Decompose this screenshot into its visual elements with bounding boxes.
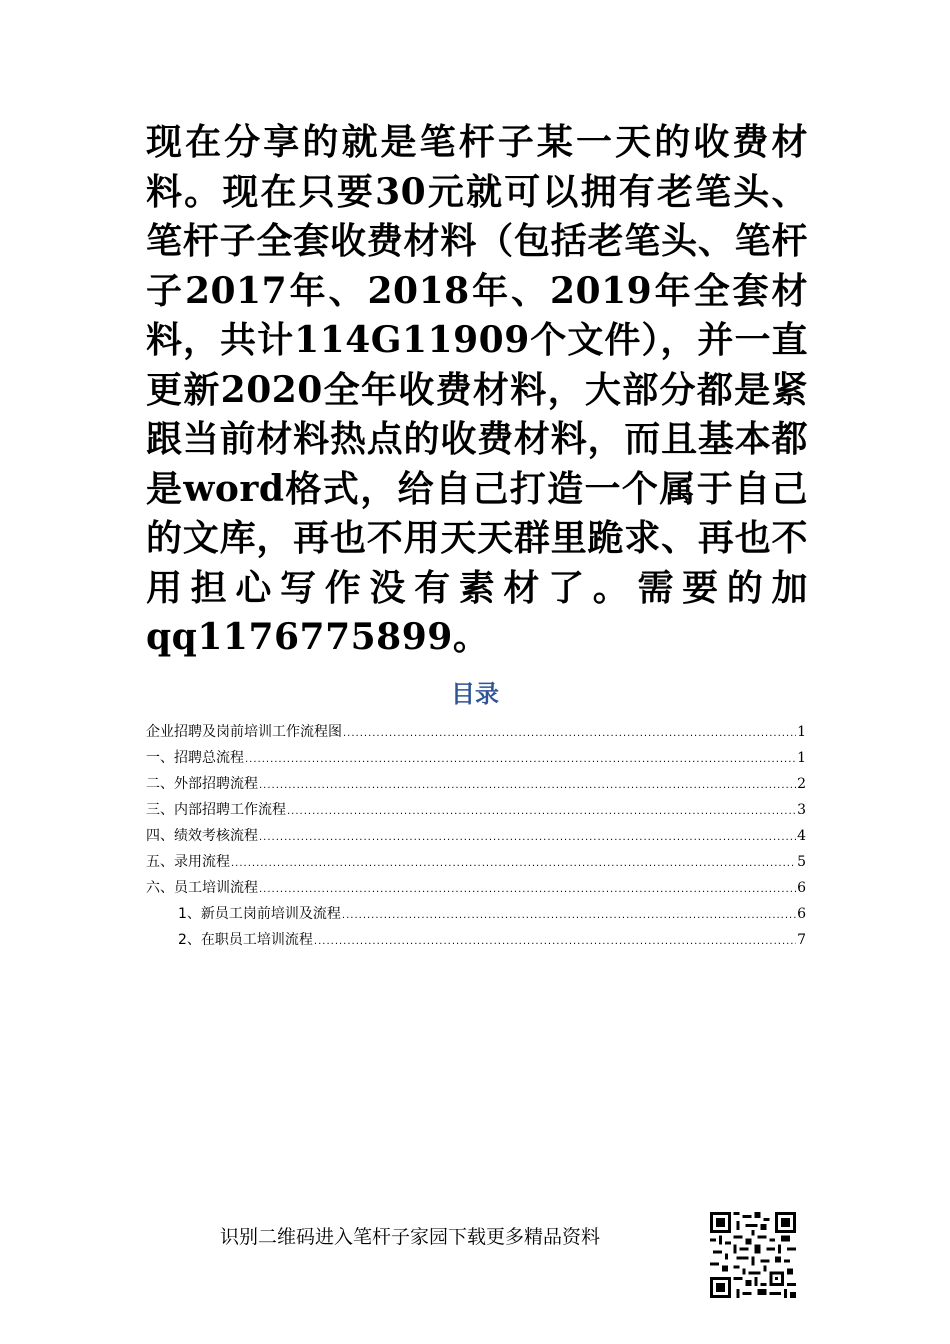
- toc-title: 目录: [451, 679, 499, 708]
- toc-entry[interactable]: 五、录用流程 ..... 5: [146, 850, 806, 876]
- intro-paragraph: 现在分享的就是笔杆子某一天的收费材料。现在只要30元就可以拥有老笔头、笔杆子全套收费材料（包括老笔头、笔杆子2017年、2018年、2019年全套材料，共计114G11909个文件），并一直更新2020全年收费材料，大部分都是紧跟当前材料热点的收费材料，而且基本都是word格式，给自己打造一个属于自己的文库，再也不用天天群里跪求、再也不用担心写作没有素材了。需要的加qq1176775899。: [146, 121, 808, 658]
- toc-entry[interactable]: 四、绩效考核流程 ..... 4: [146, 824, 806, 850]
- toc-entry[interactable]: 六、员工培训流程 ..... 6: [146, 876, 806, 902]
- table-of-contents: [146, 720, 806, 954]
- toc-entry[interactable]: 二、外部招聘流程 ..... 2: [146, 772, 806, 798]
- toc-subentry[interactable]: 1、新员工岗前培训及流程 ..... 6: [146, 902, 806, 928]
- footer-caption: 识别二维码进入笔杆子家园下载更多精品资料: [220, 1226, 601, 1248]
- qr-code-icon[interactable]: [710, 1212, 796, 1298]
- toc-entry[interactable]: 企业招聘及岗前培训工作流程图 ..... 1: [146, 720, 806, 746]
- toc-entry[interactable]: 三、内部招聘工作流程 ..... 3: [146, 798, 806, 824]
- toc-subentry[interactable]: 2、在职员工培训流程 ..... 7: [146, 928, 806, 954]
- toc-entry[interactable]: 一、招聘总流程 ..... 1: [146, 746, 806, 772]
